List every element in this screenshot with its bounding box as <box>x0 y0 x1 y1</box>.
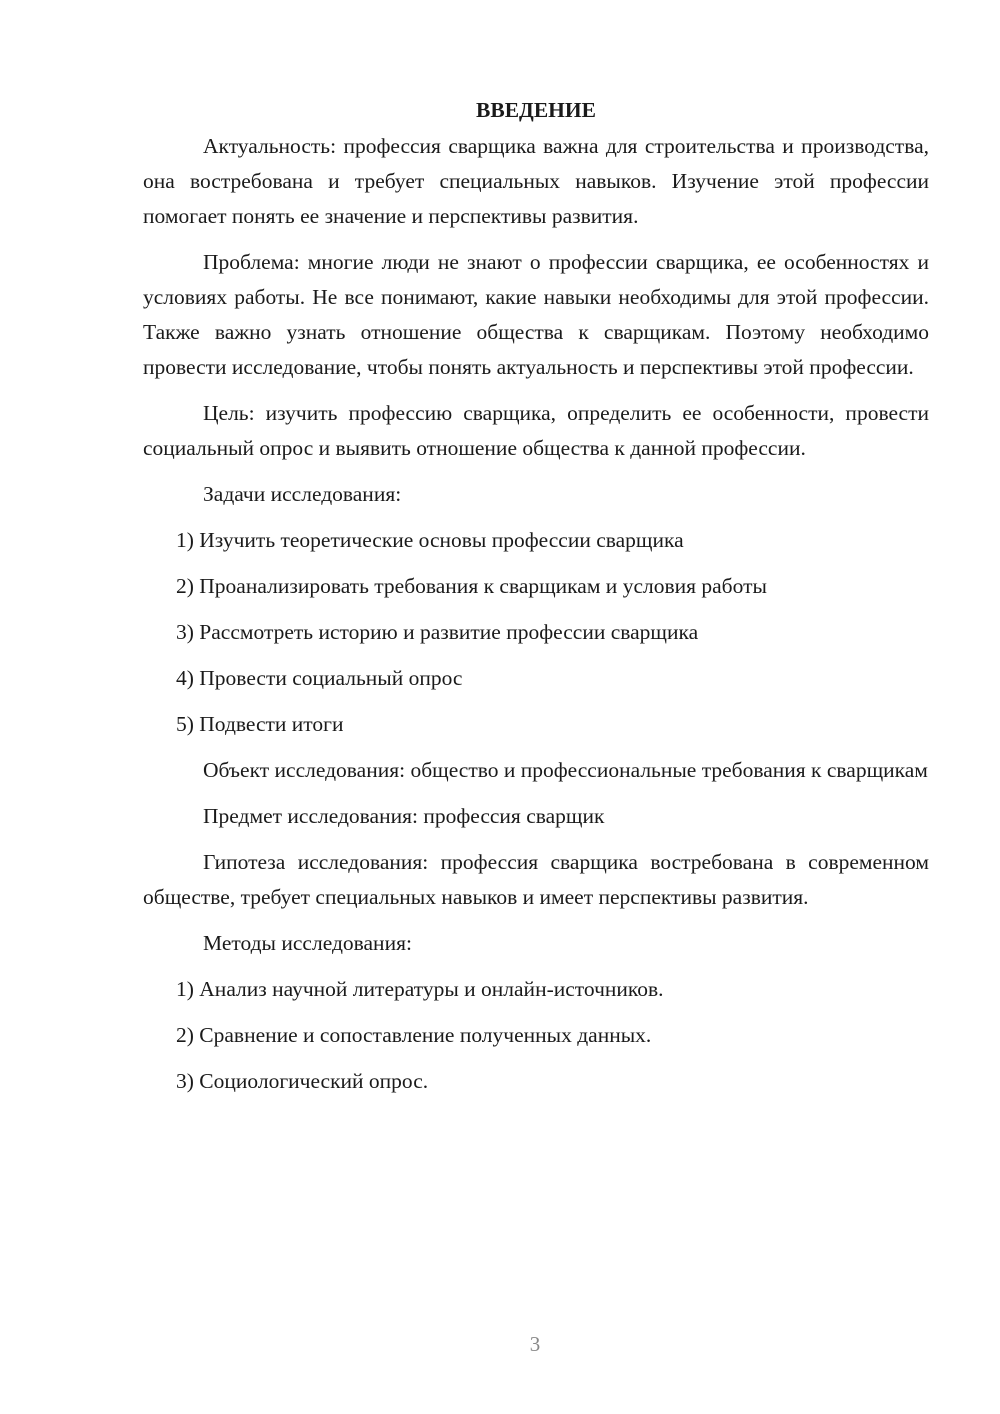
section-title: ВВЕДЕНИЕ <box>476 98 596 122</box>
relevance-paragraph: Актуальность: профессия сварщика важна для строительства и производства, она востребована и требует специальных навыков. Изучение этой профессии помогает понять ее значение и перспективы развития. <box>143 134 929 228</box>
subject-paragraph: Предмет исследования: профессия сварщик <box>203 804 605 828</box>
task-list-item: 4) Провести социальный опрос <box>176 666 463 690</box>
page-number: 3 <box>529 1332 541 1356</box>
method-list-item: 3) Социологический опрос. <box>176 1069 429 1093</box>
task-list-item: 1) Изучить теоретические основы профессии сварщика <box>176 528 684 552</box>
problem-paragraph: Проблема: многие люди не знают о профессии сварщика, ее особенностях и условиях работы. Не все понимают, какие навыки необходимы для этой профессии. Также важно узнать отношение общества к сварщикам. Поэтому необходимо провести исследование, чтобы понять актуальность и перспективы этой профессии. <box>143 250 929 379</box>
task-list-item: 2) Проанализировать требования к сварщикам и условия работы <box>176 574 767 598</box>
methods-heading: Методы исследования: <box>203 931 412 955</box>
hypothesis-paragraph: Гипотеза исследования: профессия сварщика востребована в современном обществе, требует специальных навыков и имеет перспективы развития. <box>143 850 929 909</box>
goal-paragraph: Цель: изучить профессию сварщика, определить ее особенности, провести социальный опрос и выявить отношение общества к данной профессии. <box>143 401 929 460</box>
tasks-heading: Задачи исследования: <box>203 482 402 506</box>
method-list-item: 2) Сравнение и сопоставление полученных данных. <box>176 1023 652 1047</box>
task-list-item: 3) Рассмотреть историю и развитие профессии сварщика <box>176 620 699 644</box>
object-paragraph: Объект исследования: общество и профессиональные требования к сварщикам <box>203 758 928 782</box>
document-content <box>143 93 929 1110</box>
task-list-item: 5) Подвести итоги <box>176 712 344 736</box>
method-list-item: 1) Анализ научной литературы и онлайн-источников. <box>176 977 664 1001</box>
